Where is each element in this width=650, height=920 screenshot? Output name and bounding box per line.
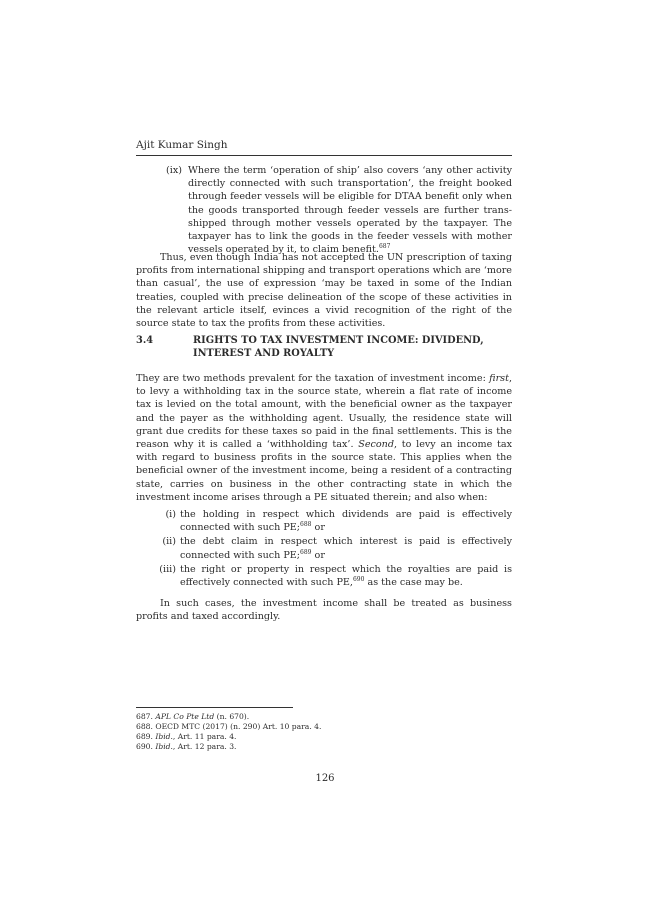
footnote-text: , Art. 12 para. 3. [172, 742, 237, 751]
footnote-number: 689. [136, 732, 153, 741]
footnote-number: 688. [136, 722, 153, 731]
footnotes [136, 712, 512, 752]
condition-item [136, 508, 512, 534]
text-run: They are two methods prevalent for the taxation of investment income: [136, 373, 490, 384]
footnote-text: , Art. 11 para. 4. [172, 732, 237, 741]
section-heading [136, 334, 512, 361]
condition-item [136, 535, 512, 561]
footnote-italic: Ibid. [155, 742, 173, 751]
list-item-ix-block [136, 164, 512, 256]
footnote [136, 712, 512, 722]
condition-item [136, 563, 512, 589]
footnote-ref: 687 [378, 243, 391, 251]
footnote-italic: Ibid. [155, 732, 173, 741]
running-head: Ajit Kumar Singh [136, 139, 512, 156]
footnote-ref: 688 [300, 521, 312, 529]
emphasis-second: Second [358, 439, 394, 451]
condition-number: (ii) [162, 536, 176, 548]
section-number: 3.4 [136, 335, 154, 346]
footnote-text: OECD MTC (2017) (n. 290) Art. 10 para. 4. [155, 722, 322, 731]
condition-text: the right or property in respect which the royalties are paid is effectively connected with such PE, [180, 563, 512, 589]
page-number: 126 [315, 773, 335, 784]
footnote-text: (n. 670). [214, 712, 250, 721]
paragraph-thus [136, 251, 512, 330]
text-run: , to levy a withholding tax in the source state, wherein a flat rate of income tax is levied on the total amount, with the beneficial owner as the taxpayer and the payer as the withholding agent. Usually, the residence state will grant due credits for these taxes so paid in the final settlements. This is the reason why it is called a ‘withholding tax’. [136, 373, 512, 451]
footnote-italic: APL Co Pte Ltd [155, 712, 215, 721]
footnote [136, 742, 512, 752]
list-item-number: (ix) [166, 165, 182, 176]
condition-suffix: or [311, 549, 325, 561]
condition-text: the holding in respect which dividends are paid is effectively connected with such PE; [180, 509, 512, 534]
emphasis-first: first [489, 373, 509, 384]
paragraph-text [136, 372, 512, 504]
paragraph-such-cases: In such cases, the investment income shall be treated as business profits and taxed accordingly. [136, 598, 512, 623]
conditions-list [136, 508, 512, 589]
footnote [136, 732, 512, 742]
paragraph-text: Thus, even though India has not accepted the UN prescription of taxing profits from international shipping and transport operations which are ‘more than casual’, the use of expression ‘may be taxed in some of the Indian treaties, coupled with precise delineation of the scope of these activities in the relevant article itself, evinces a vivid recognition of the right of the source state to tax the profits from these activities. [136, 252, 512, 330]
list-item [136, 164, 512, 256]
condition-text: the debt claim in respect which interest is paid is effectively connected with such PE; [180, 536, 512, 561]
condition-suffix: as the case may be. [364, 577, 463, 589]
text-run: , to levy an income tax with regard to business profits in the source state. This applies when the beneficial owner of the investment income, being a resident of a contracting state, carries on business in the other contracting state in which the investment income arises through a PE situated therein; and also when: [136, 439, 512, 503]
condition-number: (iii) [159, 563, 176, 575]
condition-number: (i) [165, 509, 176, 521]
footnote-ref: 690 [352, 576, 365, 584]
footnote-number: 687. [136, 712, 153, 721]
footnote-number: 690. [136, 742, 153, 751]
footnote-ref: 689 [300, 548, 312, 556]
footnote [136, 722, 512, 732]
list-item-text: Where the term ‘operation of ship’ also covers ‘any other activity directly connected with such transportation’, the freight booked through feeder vessels will be eligible for DTAA benefit only when the goods transported through feeder vessels are further trans-shipped through mother vessels operated by the taxpayer. The taxpayer has to link the goods in the feeder vessels with mother vessels operated by it, to claim benefit. [188, 165, 512, 256]
footnote-rule [136, 707, 293, 708]
condition-suffix: or [311, 522, 325, 534]
paragraph-methods [136, 372, 512, 624]
section-title: RIGHTS TO TAX INVESTMENT INCOME: DIVIDEND, INTEREST AND ROYALTY [193, 335, 484, 360]
